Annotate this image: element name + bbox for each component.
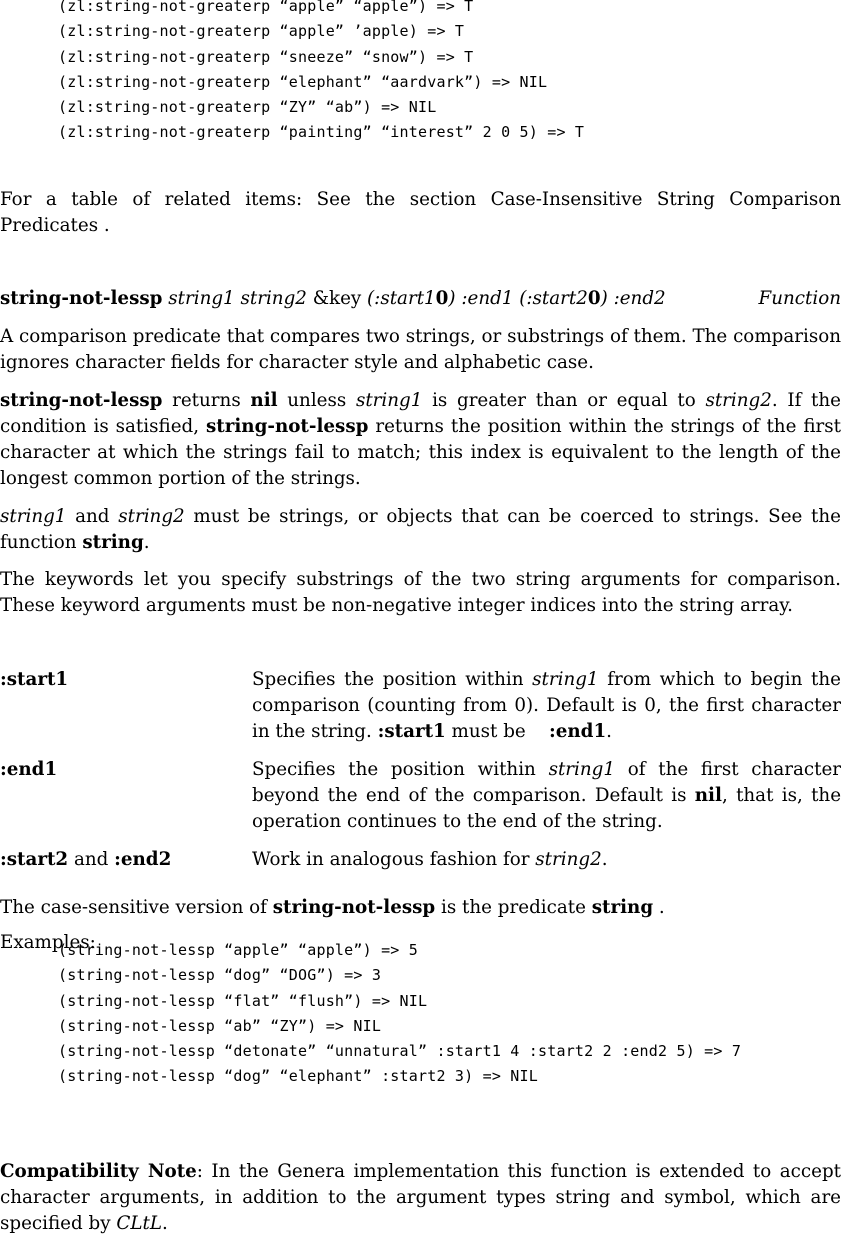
arguments-paragraph bbox=[0, 504, 841, 556]
fn-ref: string-not-lessp bbox=[0, 390, 163, 411]
text: unless bbox=[277, 390, 356, 411]
arg-ref: string2 bbox=[535, 849, 602, 870]
arg-ref: string1 bbox=[532, 669, 599, 690]
code-line: (zl:string-not-greaterp “apple” ’apple) => T bbox=[58, 22, 465, 41]
text: must be strings, or objects that can be coerced to strings. See the function bbox=[0, 506, 842, 553]
string-function-link[interactable]: string bbox=[82, 532, 144, 553]
text: Work in analogous fashion for bbox=[252, 849, 536, 870]
code-line: (string-not-lessp “detonate” “unnatural” :start1 4 :start2 2 :end2 5) => 7 bbox=[58, 1042, 742, 1061]
keyword-ref: :end2 bbox=[114, 849, 172, 870]
text: The case-sensitive version of bbox=[0, 897, 273, 918]
arg-ref: string1 bbox=[355, 390, 423, 411]
keywords-paragraph: The keywords let you specify substrings of the two string arguments for comparison. These keyword arguments must be non-negative integer indices into the string array. bbox=[0, 569, 841, 616]
description-paragraph: A comparison predicate that compares two strings, or substrings of them. The comparison ignores character fields for character style and alphabetic case. bbox=[0, 326, 841, 373]
text: . bbox=[606, 721, 612, 742]
nil-ref: nil bbox=[694, 785, 722, 806]
code-line: (zl:string-not-greaterp “apple” “apple”) => T bbox=[58, 0, 474, 15]
signature-opt2-default: 0 bbox=[587, 288, 601, 309]
text: returns the position within the strings of the first character at which the strings fail to match; this index is equivalent to the length of the longest common portion of the strings. bbox=[0, 416, 841, 489]
signature-end1: ) :end1 bbox=[448, 288, 514, 309]
function-name: string-not-lessp bbox=[0, 288, 163, 309]
predicate-link[interactable]: string bbox=[591, 897, 654, 918]
nil-ref: nil bbox=[250, 390, 278, 411]
text: Specifies the position within bbox=[252, 759, 549, 780]
text: from which to begin the comparison (counting from 0). Default is 0, the first character in the string. bbox=[252, 669, 841, 742]
function-type-label: Function bbox=[758, 288, 841, 309]
cltl-ref: CLtL bbox=[116, 1213, 162, 1234]
related-items-paragraph bbox=[0, 187, 841, 239]
keyword-ref: :start1 bbox=[377, 721, 446, 742]
text: and bbox=[66, 506, 119, 527]
signature-key: &key bbox=[312, 288, 362, 309]
keyword-ref: :end1 bbox=[548, 721, 607, 742]
signature-end2: ) :end2 bbox=[600, 288, 666, 309]
related-section-link[interactable]: Case-Insensitive String Comparison Predicates bbox=[0, 189, 841, 236]
text: is the predicate bbox=[435, 897, 592, 918]
text: . bbox=[653, 897, 665, 918]
keyword-description bbox=[252, 757, 841, 835]
code-line: (string-not-lessp “dog” “DOG”) => 3 bbox=[58, 966, 382, 985]
keyword-ref: :start2 bbox=[0, 849, 69, 870]
signature-opt1: (:start1 bbox=[367, 288, 436, 309]
compat-label: Compatibility Note bbox=[0, 1161, 197, 1182]
text: returns bbox=[162, 390, 251, 411]
top-examples-block bbox=[58, 0, 584, 146]
examples-label: Examples: bbox=[0, 932, 96, 953]
code-line: (zl:string-not-greaterp “sneeze” “snow”) => T bbox=[58, 47, 474, 66]
code-line: (string-not-lessp “apple” “apple”) => 5 bbox=[58, 941, 418, 959]
code-line: (zl:string-not-greaterp “ZY” “ab”) => NIL bbox=[58, 98, 437, 117]
keyword-term bbox=[0, 847, 171, 873]
return-value-paragraph bbox=[0, 388, 841, 492]
arg-ref: string2 bbox=[118, 506, 185, 527]
arg-ref: string1 bbox=[548, 759, 615, 780]
code-line: (zl:string-not-greaterp “painting” “interest” 2 0 5) => T bbox=[58, 123, 585, 142]
code-line: (zl:string-not-greaterp “elephant” “aardvark”) => NIL bbox=[58, 72, 548, 91]
signature-opt1-default: 0 bbox=[435, 288, 449, 309]
examples-block bbox=[58, 938, 741, 1090]
text: must be bbox=[445, 721, 532, 742]
text: : In the Genera implementation this function is extended to accept character arguments, in addition to the argument types string and symbol, which are specified by bbox=[0, 1161, 841, 1234]
code-line: (string-not-lessp “ab” “ZY”) => NIL bbox=[58, 1016, 382, 1035]
keyword-description bbox=[252, 847, 841, 873]
fn-ref: string-not-lessp bbox=[272, 897, 436, 918]
text: . If the condition is satisfied, bbox=[0, 390, 841, 437]
text: . bbox=[601, 849, 608, 870]
compatibility-note bbox=[0, 1159, 841, 1237]
keyword-term: :start1 bbox=[0, 669, 69, 690]
keyword-term: :end1 bbox=[0, 759, 58, 780]
code-line: (string-not-lessp “dog” “elephant” :start2 3) => NIL bbox=[58, 1067, 538, 1086]
text: , that is, the operation continues to the end of the string. bbox=[252, 785, 842, 832]
signature-opt2: (:start2 bbox=[519, 288, 588, 309]
case-sensitive-paragraph bbox=[0, 895, 841, 921]
text: of the first character beyond the end of the comparison. Default is bbox=[252, 759, 841, 806]
fn-ref: string-not-lessp bbox=[205, 416, 369, 437]
keyword-description bbox=[252, 667, 841, 745]
related-prefix: For a table of related items: See the section bbox=[0, 189, 491, 210]
text: is greater than or equal to bbox=[422, 390, 706, 411]
arg-ref: string2 bbox=[705, 390, 772, 411]
code-line: (string-not-lessp “flat” “flush”) => NIL bbox=[58, 991, 428, 1010]
text: . bbox=[161, 1213, 168, 1234]
text: Specifies the position within bbox=[252, 669, 533, 690]
function-signature bbox=[0, 286, 841, 312]
text: . bbox=[143, 532, 150, 553]
related-suffix: . bbox=[98, 215, 110, 236]
text: and bbox=[68, 849, 115, 870]
signature-args: string1 string2 bbox=[168, 288, 307, 309]
arg-ref: string1 bbox=[0, 506, 67, 527]
